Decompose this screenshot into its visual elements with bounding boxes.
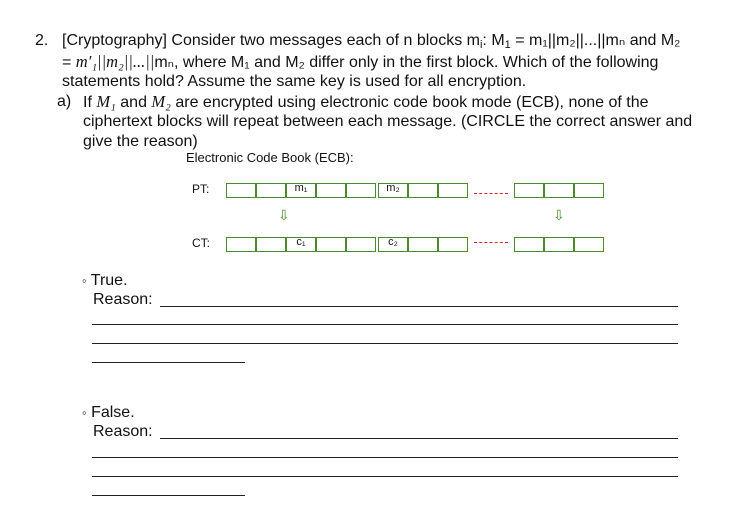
part-a-line-1 <box>83 92 649 112</box>
pt-block <box>346 183 376 198</box>
down-arrow-icon: ⇩ <box>553 207 565 223</box>
ct-block-c2-label: c₂ <box>388 236 398 248</box>
question-line-3: statements hold? Assume the same key is used for all encryption. <box>62 73 527 90</box>
true-option[interactable] <box>82 271 128 290</box>
ecb-diagram-title: Electronic Code Book (ECB): <box>186 150 354 165</box>
true-reason-line[interactable] <box>92 362 245 363</box>
ct-block <box>256 237 286 252</box>
part-a-text-1: If <box>83 94 97 111</box>
part-a-m2: M₂ <box>151 92 171 111</box>
ct-block <box>226 237 256 252</box>
part-a-text-2: and <box>115 94 152 111</box>
false-reason-line[interactable] <box>92 457 678 458</box>
pt-block <box>574 183 604 198</box>
false-reason-label: Reason: <box>93 423 153 440</box>
pt-block <box>256 183 286 198</box>
ct-label: CT: <box>192 236 210 250</box>
pt-ellipsis-dash <box>474 193 508 194</box>
pt-block <box>408 183 438 198</box>
true-option-bullet: ◦ <box>82 273 87 288</box>
false-reason-line[interactable] <box>160 438 678 439</box>
true-option-label: True. <box>90 272 128 289</box>
pt-block <box>514 183 544 198</box>
part-a-text-3: are encrypted using electronic code book mode (ECB), none of the <box>170 94 649 111</box>
question-lead-after: : M <box>482 32 505 49</box>
true-reason-label: Reason: <box>93 291 153 308</box>
question-line2-math: m′₁||m₂||...|| <box>75 52 155 71</box>
question-line2-a: = <box>62 54 76 71</box>
ct-block <box>574 237 604 252</box>
true-reason-line[interactable] <box>92 324 678 325</box>
pt-block-m1-label: m₁ <box>294 182 308 194</box>
part-a-label: a) <box>57 93 72 110</box>
down-arrow-icon: ⇩ <box>278 207 290 223</box>
question-line2-b: mₙ, where M₁ and M₂ differ only in the first block. Which of the following <box>154 54 659 71</box>
pt-label: PT: <box>192 182 210 196</box>
pt-block-row <box>226 183 606 198</box>
ct-block <box>346 237 376 252</box>
true-reason-line[interactable] <box>92 343 678 344</box>
question-line-2 <box>62 52 658 72</box>
ct-ellipsis-dash <box>474 242 508 243</box>
false-reason-line[interactable] <box>92 476 678 477</box>
question-line-1: [Cryptography] Consider two messages each of n blocks mi: M1 = m₁||m₂||...||mₙ and M₂ <box>62 32 681 51</box>
false-option-bullet: ◦ <box>82 405 87 420</box>
pt-block <box>544 183 574 198</box>
false-option-label: False. <box>91 404 135 421</box>
ct-block <box>316 237 346 252</box>
part-a-m1: M₁ <box>96 92 116 111</box>
pt-block <box>316 183 346 198</box>
question-m1-definition: = m₁||m₂||...||mₙ and M₂ <box>515 32 681 49</box>
pt-block-m2-label: m₂ <box>386 182 400 194</box>
question-number: 2. <box>35 32 49 49</box>
question-lead: [Cryptography] Consider two messages each of n blocks m <box>62 32 480 49</box>
question-lead-sub: i <box>479 39 483 51</box>
part-a-line-2: ciphertext blocks will repeat between each message. (CIRCLE the correct answer and <box>83 113 693 130</box>
ct-block-row <box>226 237 606 252</box>
pt-block <box>438 183 468 198</box>
true-reason-line[interactable] <box>160 306 678 307</box>
ct-block <box>408 237 438 252</box>
ct-block-c1-label: c₁ <box>296 236 306 248</box>
ct-block <box>438 237 468 252</box>
part-a-line-3: give the reason) <box>83 133 198 150</box>
false-option[interactable] <box>82 403 135 422</box>
pt-block <box>226 183 256 198</box>
false-reason-line[interactable] <box>92 495 245 496</box>
ct-block <box>514 237 544 252</box>
ct-block <box>544 237 574 252</box>
